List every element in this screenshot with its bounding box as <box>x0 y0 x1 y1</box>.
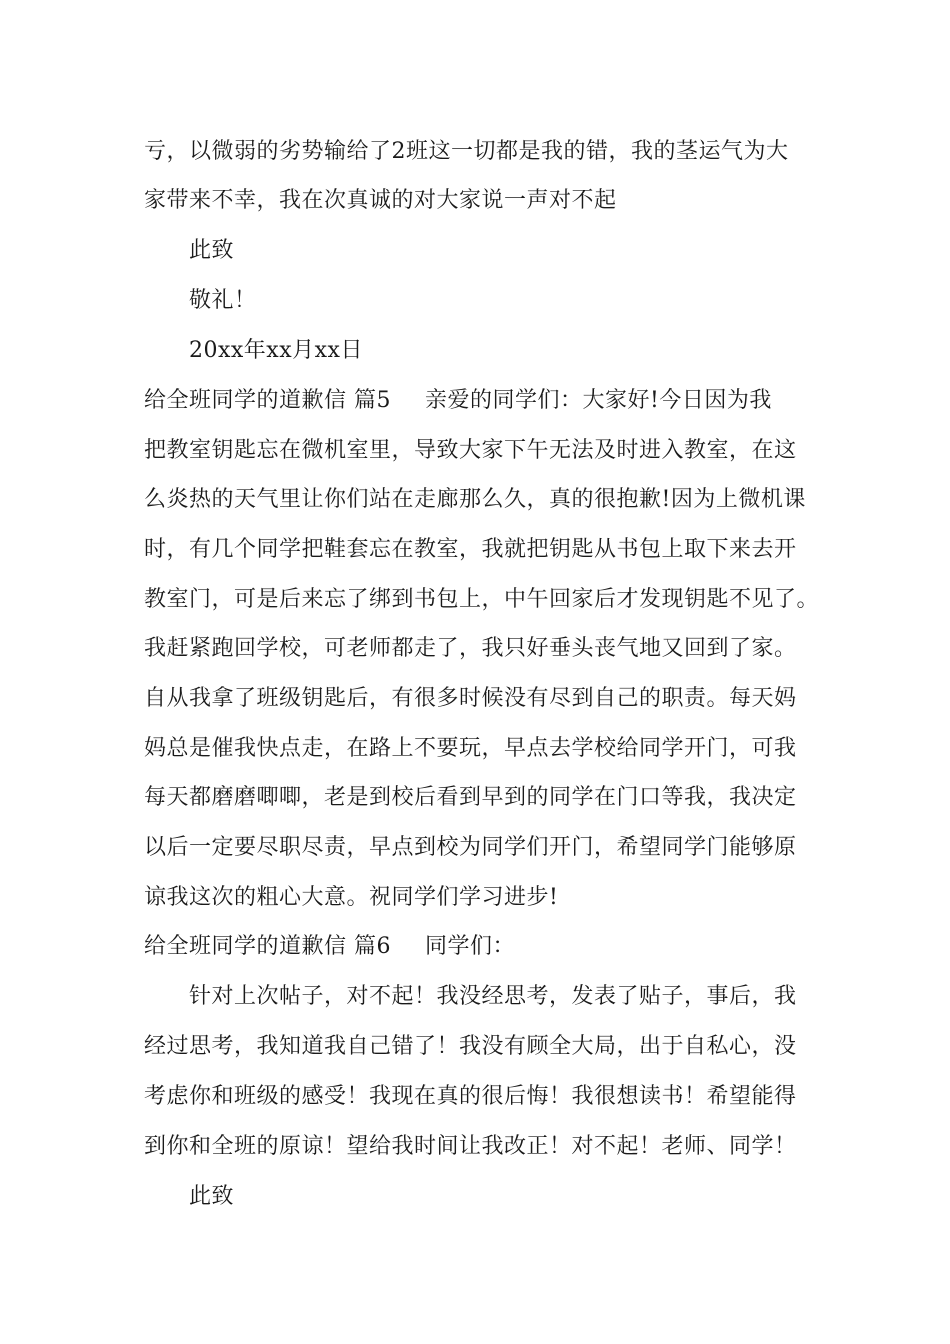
body-line: 教室门，可是后来忘了绑到书包上，中午回家后才发现钥匙不见了。 <box>144 587 820 612</box>
section-6-heading: 给全班同学的道歉信 篇6 <box>144 934 391 959</box>
body-line: 妈总是催我快点走，在路上不要玩，早点去学校给同学开门，可我 <box>144 736 797 761</box>
body-line: 我赶紧跑回学校，可老师都走了，我只好垂头丧气地又回到了家。 <box>144 636 797 661</box>
closing-salutation: 此致 <box>189 1184 235 1209</box>
body-line: 考虑你和班级的感受！我现在真的很后悔！我很想读书！希望能得 <box>144 1084 797 1109</box>
body-line: 把教室钥匙忘在微机室里，导致大家下午无法及时进入教室，在这 <box>144 438 797 463</box>
section-5-header <box>144 386 772 416</box>
section-5-heading: 给全班同学的道歉信 篇5 <box>144 388 391 413</box>
section-6-greeting: 同学们： <box>425 934 516 959</box>
body-line: 针对上次帖子，对不起！我没经思考，发表了贴子，事后，我 <box>189 984 797 1009</box>
body-line: 亏，以微弱的劣势输给了2班这一切都是我的错，我的茎运气为大 <box>144 139 789 164</box>
date-line: 20xx年xx月xx日 <box>189 338 363 363</box>
body-line: 时，有几个同学把鞋套忘在教室，我就把钥匙从书包上取下来去开 <box>144 537 797 562</box>
section-5-greeting: 亲爱的同学们：大家好!今日因为我 <box>425 388 772 413</box>
body-line: 谅我这次的粗心大意。祝同学们学习进步! <box>144 885 559 910</box>
body-line: 家带来不幸，我在次真诚的对大家说一声对不起 <box>144 188 617 213</box>
body-line: 以后一定要尽职尽责，早点到校为同学们开门，希望同学门能够原 <box>144 835 797 860</box>
body-line: 每天都磨磨唧唧，老是到校后看到早到的同学在门口等我，我决定 <box>144 785 797 810</box>
body-line: 经过思考，我知道我自己错了！我没有顾全大局，出于自私心，没 <box>144 1034 797 1059</box>
closing-respect: 敬礼！ <box>189 288 257 313</box>
closing-salutation: 此致 <box>189 238 235 263</box>
body-line: 到你和全班的原谅！望给我时间让我改正！对不起！老师、同学！ <box>144 1134 797 1159</box>
body-line: 自从我拿了班级钥匙后，有很多时候没有尽到自己的职责。每天妈 <box>144 686 797 711</box>
body-line: 么炎热的天气里让你们站在走廊那么久，真的很抱歉!因为上微机课 <box>144 487 806 512</box>
section-6-header <box>144 932 515 962</box>
